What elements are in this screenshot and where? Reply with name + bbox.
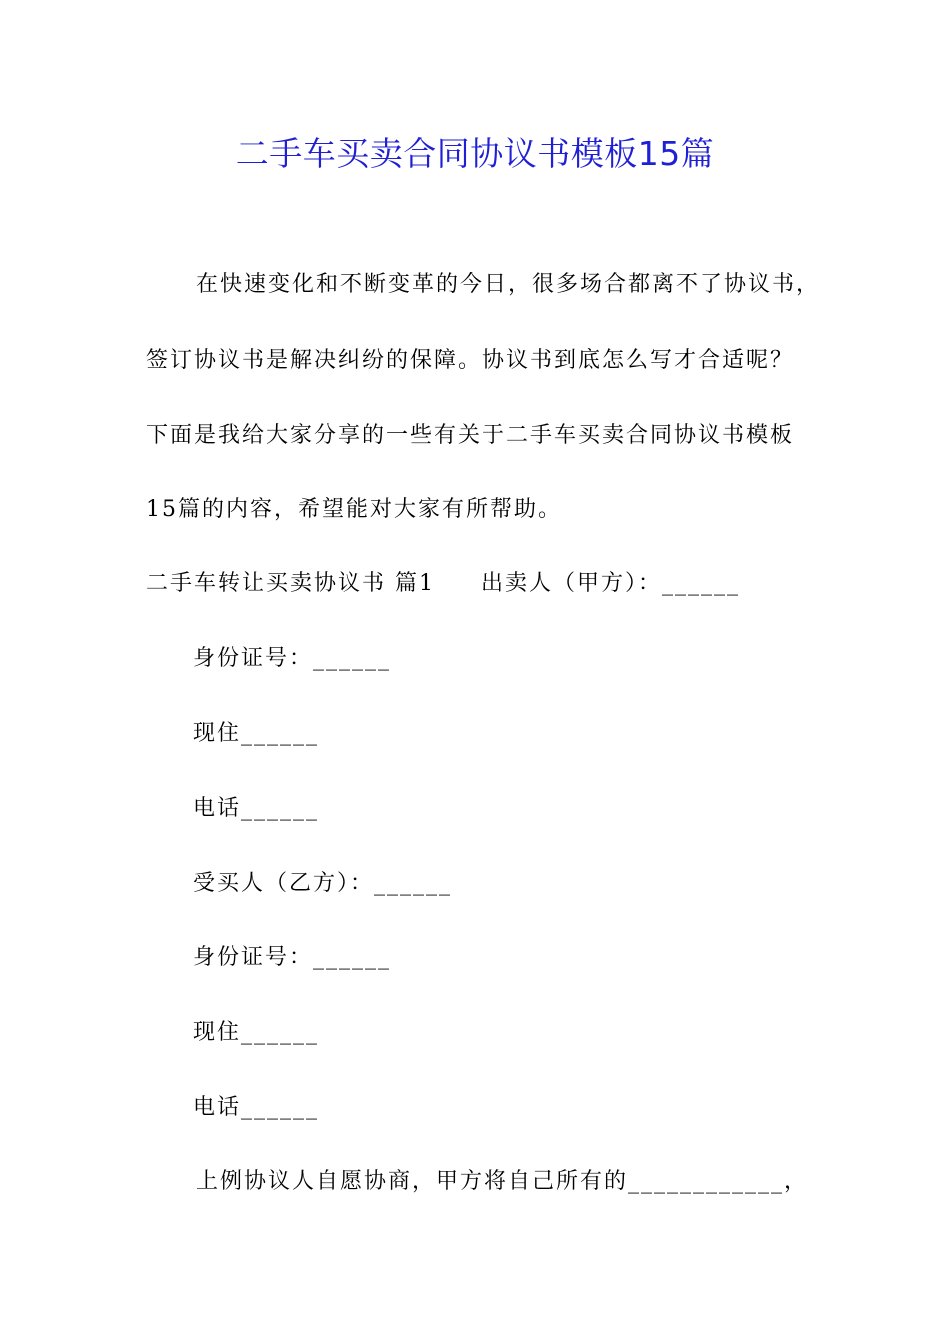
intro-line-4: 15篇的内容，希望能对大家有所帮助。 bbox=[146, 497, 562, 522]
intro-line-3: 下面是我给大家分享的一些有关于二手车买卖合同协议书模板 bbox=[146, 423, 795, 448]
document-title: 二手车买卖合同协议书模板15篇 bbox=[235, 134, 715, 173]
seller-label: 出卖人（甲方）：______ bbox=[481, 571, 741, 596]
buyer-phone-field: 电话______ bbox=[193, 1095, 320, 1120]
agreement-clause-line: 上例协议人自愿协商，甲方将自己所有的____________， bbox=[196, 1169, 809, 1194]
intro-line-2: 签订协议书是解决纠纷的保障。协议书到底怎么写才合适呢？ bbox=[146, 348, 795, 373]
buyer-label-field: 受买人（乙方）：______ bbox=[193, 871, 453, 896]
seller-phone-field: 电话______ bbox=[193, 796, 320, 821]
intro-line-1: 在快速变化和不断变革的今日，很多场合都离不了协议书， bbox=[196, 272, 821, 297]
seller-id-field: 身份证号：______ bbox=[193, 646, 392, 671]
seller-address-field: 现住______ bbox=[193, 721, 320, 746]
buyer-address-field: 现住______ bbox=[193, 1020, 320, 1045]
buyer-id-field: 身份证号：______ bbox=[193, 945, 392, 970]
section-heading-line bbox=[146, 566, 740, 602]
section-heading: 二手车转让买卖协议书 篇1 bbox=[146, 571, 435, 596]
